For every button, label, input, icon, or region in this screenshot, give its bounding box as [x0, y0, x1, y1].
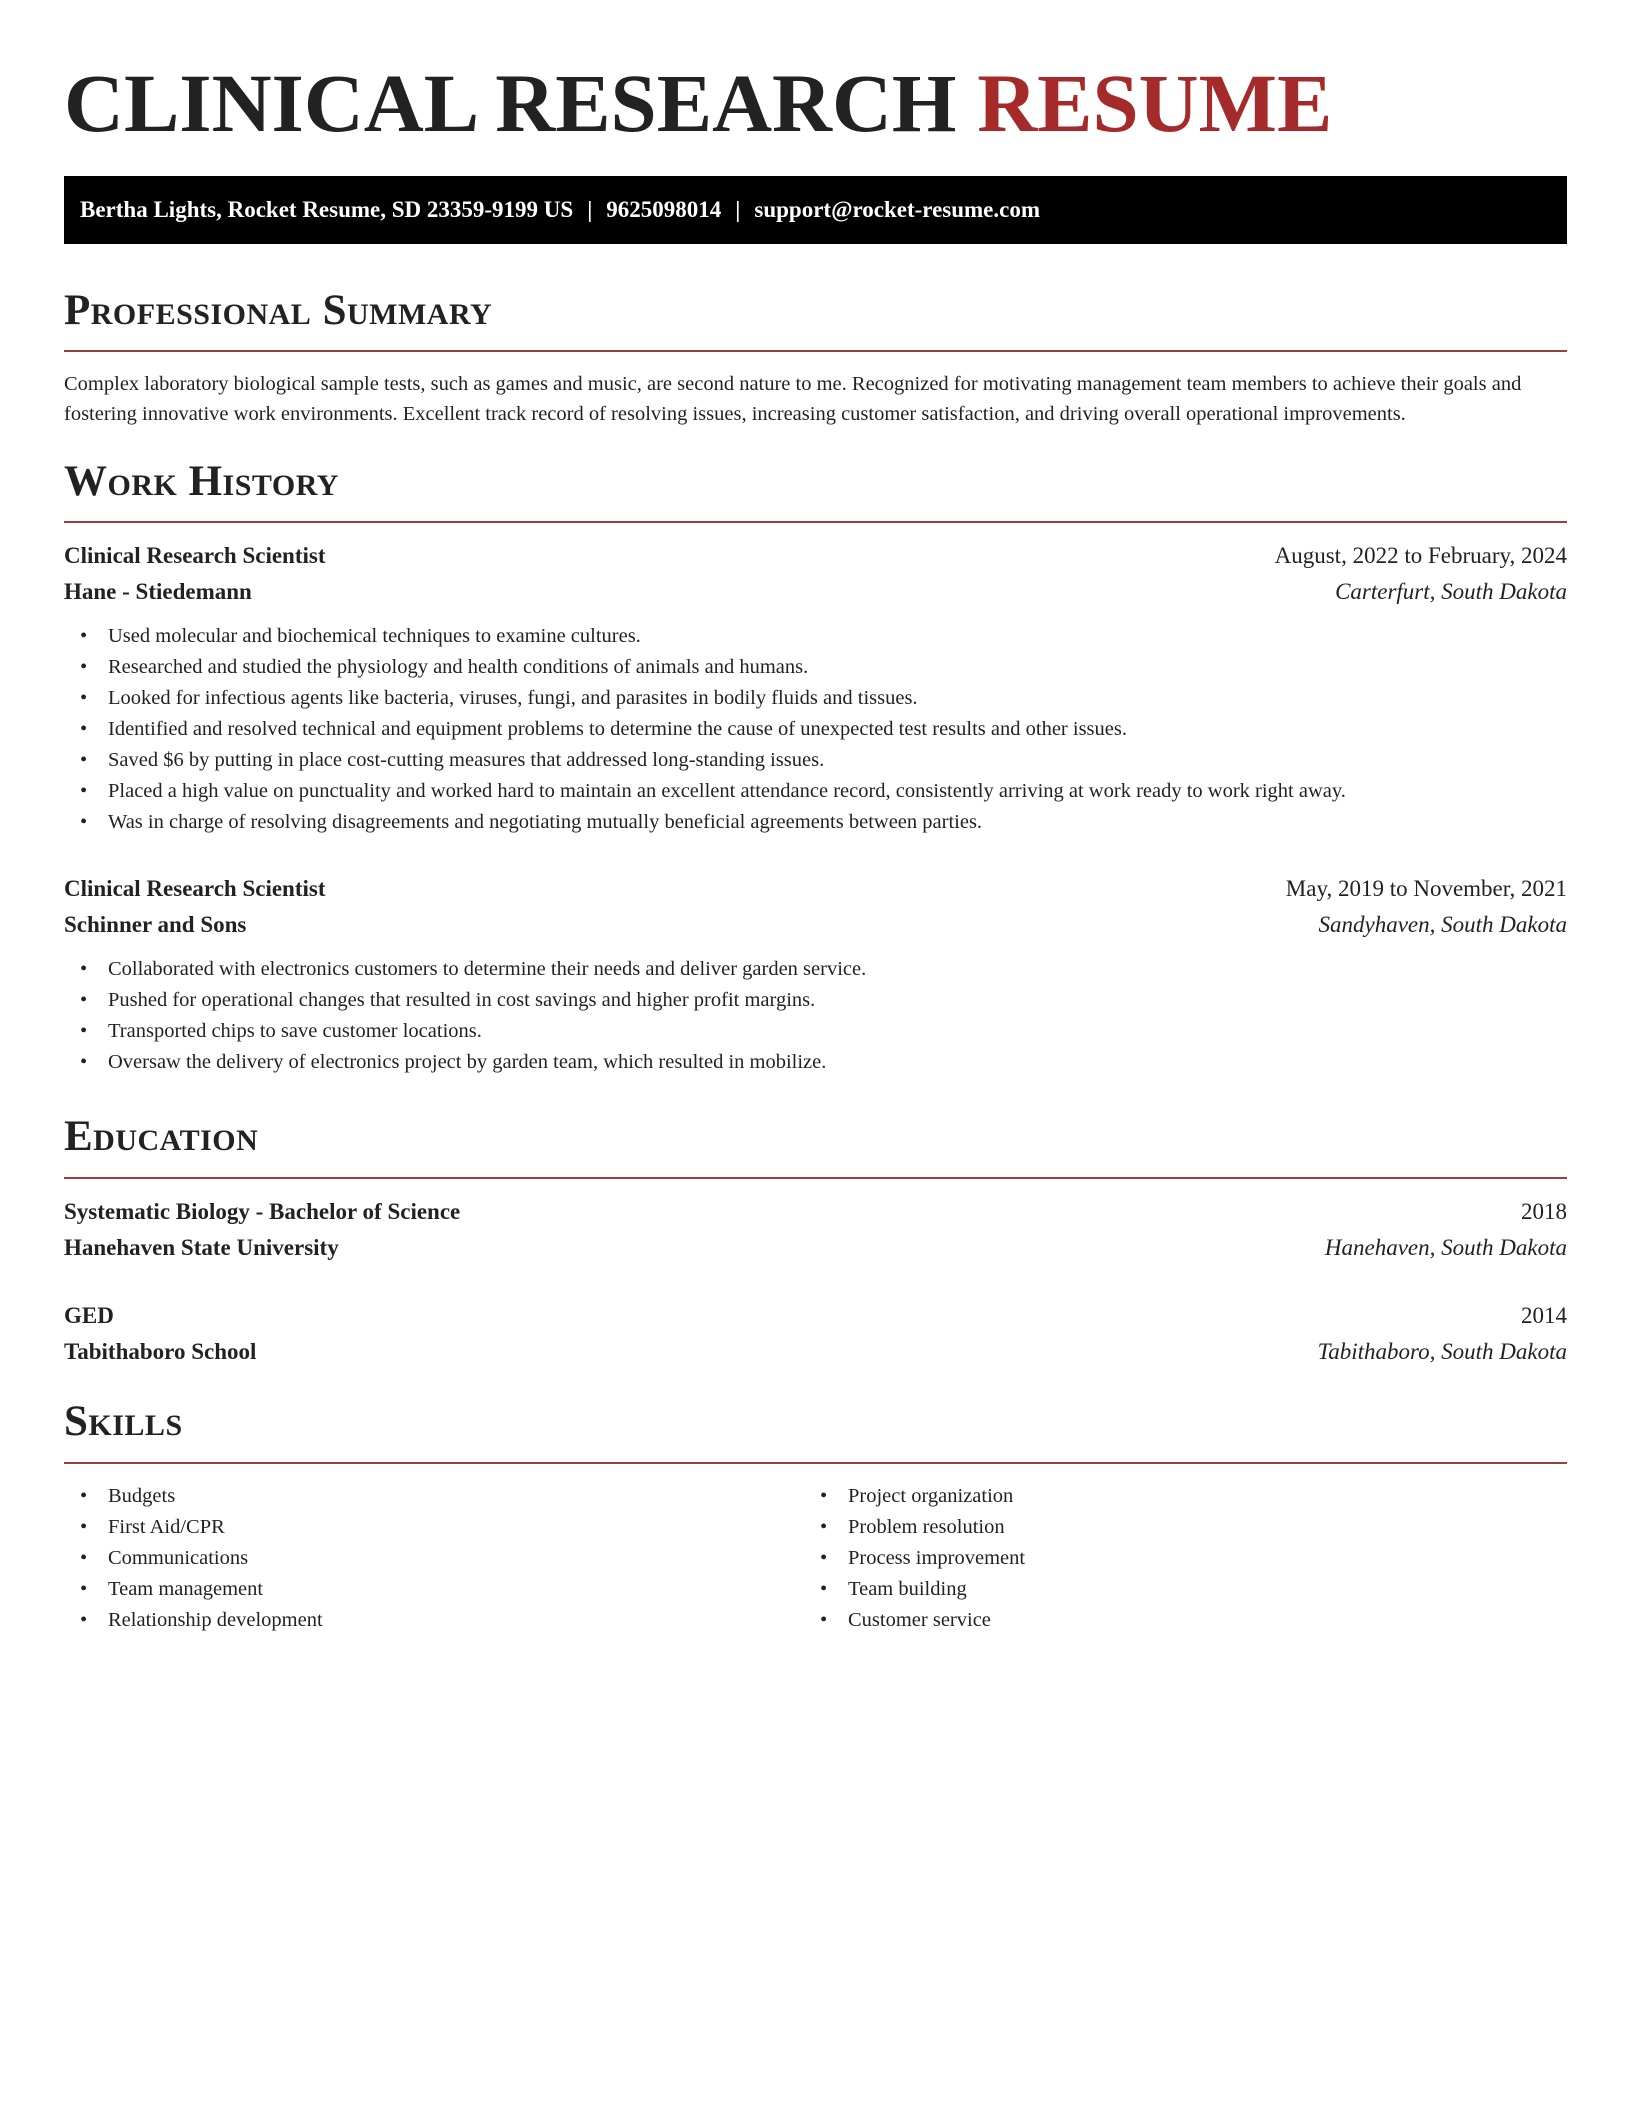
contact-phone[interactable]: 9625098014 [606, 197, 722, 222]
job-entry [64, 538, 1567, 838]
skill-item: • Process improvement [804, 1543, 1544, 1574]
contact-separator: | [587, 197, 593, 222]
job-bullet: • Saved $6 by putting in place cost-cutting measures that addressed long-standing issues. [64, 745, 1567, 776]
section-divider [64, 350, 1567, 352]
education-heading: Education [64, 1113, 259, 1160]
contact-email[interactable]: support@rocket-resume.com [754, 197, 1041, 222]
job-location: Carterfurt, South Dakota [1335, 579, 1567, 604]
summary-heading: Professional Summary [64, 287, 493, 334]
job-bullet: • Collaborated with electronics customers to determine their needs and deliver garden service. [64, 954, 1567, 985]
title-accent: RESUME [977, 57, 1333, 149]
education-school: Hanehaven State University [64, 1235, 339, 1260]
education-year: 2014 [1521, 1303, 1567, 1328]
summary-text: Complex laboratory biological sample tests, such as games and music, are second nature to me. Recognized for motivating management team members to achieve their goals and fostering innovative work environments. Excellent track record of resolving issues, increasing customer satisfaction, and driving overall operational improvements. [64, 373, 1522, 425]
job-bullet: • Oversaw the delivery of electronics project by garden team, which resulted in mobilize. [64, 1047, 1567, 1078]
job-bullets [64, 954, 1567, 1078]
contact-address: Bertha Lights, Rocket Resume, SD 23359-9199 US [80, 197, 574, 222]
education-degree: GED [64, 1303, 114, 1328]
job-title: Clinical Research Scientist [64, 876, 326, 901]
job-dates: August, 2022 to February, 2024 [1274, 543, 1567, 568]
resume-title [64, 0, 1567, 150]
skill-item: • Communications [64, 1543, 804, 1574]
job-bullet: • Identified and resolved technical and equipment problems to determine the cause of unexpected test results and other issues. [64, 714, 1567, 745]
job-location: Sandyhaven, South Dakota [1318, 912, 1567, 937]
education-location: Hanehaven, South Dakota [1324, 1235, 1567, 1260]
skills-list [64, 1481, 1567, 1636]
skill-item: • First Aid/CPR [64, 1512, 804, 1543]
skill-item: • Project organization [804, 1481, 1544, 1512]
resume-page [64, 0, 1567, 1631]
job-bullet: • Placed a high value on punctuality and worked hard to maintain an excellent attendance record, consistently arriving at work ready to work right away. [64, 776, 1567, 807]
skill-item: • Budgets [64, 1481, 804, 1512]
skills-column-left [64, 1481, 804, 1636]
section-divider [64, 521, 1567, 523]
job-bullets [64, 621, 1567, 838]
contact-separator: | [735, 197, 741, 222]
education-entry [64, 1298, 1567, 1370]
job-bullet: • Pushed for operational changes that resulted in cost savings and higher profit margins. [64, 985, 1567, 1016]
job-company: Schinner and Sons [64, 912, 247, 937]
education-year: 2018 [1521, 1199, 1567, 1224]
skills-heading: Skills [64, 1398, 183, 1445]
job-bullet: • Was in charge of resolving disagreements and negotiating mutually beneficial agreements between parties. [64, 807, 1567, 838]
skill-item: • Relationship development [64, 1605, 804, 1636]
education-degree: Systematic Biology - Bachelor of Science [64, 1199, 461, 1224]
section-divider [64, 1177, 1567, 1179]
job-company: Hane - Stiedemann [64, 579, 252, 604]
job-dates: May, 2019 to November, 2021 [1285, 876, 1567, 901]
skills-column-right [804, 1481, 1544, 1636]
job-bullet: • Looked for infectious agents like bacteria, viruses, fungi, and parasites in bodily fluids and tissues. [64, 683, 1567, 714]
job-entry [64, 871, 1567, 1078]
contact-bar [64, 176, 1567, 244]
work-history-heading: Work History [64, 458, 339, 505]
skill-item: • Team management [64, 1574, 804, 1605]
job-bullet: • Transported chips to save customer locations. [64, 1016, 1567, 1047]
section-divider [64, 1462, 1567, 1464]
title-main: CLINICAL RESEARCH [64, 57, 957, 149]
skill-item: • Team building [804, 1574, 1544, 1605]
education-school: Tabithaboro School [64, 1339, 257, 1364]
skill-item: • Customer service [804, 1605, 1544, 1636]
job-bullet: • Used molecular and biochemical techniques to examine cultures. [64, 621, 1567, 652]
job-bullet: • Researched and studied the physiology and health conditions of animals and humans. [64, 652, 1567, 683]
skill-item: • Problem resolution [804, 1512, 1544, 1543]
education-entry [64, 1194, 1567, 1266]
job-title: Clinical Research Scientist [64, 543, 326, 568]
education-location: Tabithaboro, South Dakota [1317, 1339, 1567, 1364]
